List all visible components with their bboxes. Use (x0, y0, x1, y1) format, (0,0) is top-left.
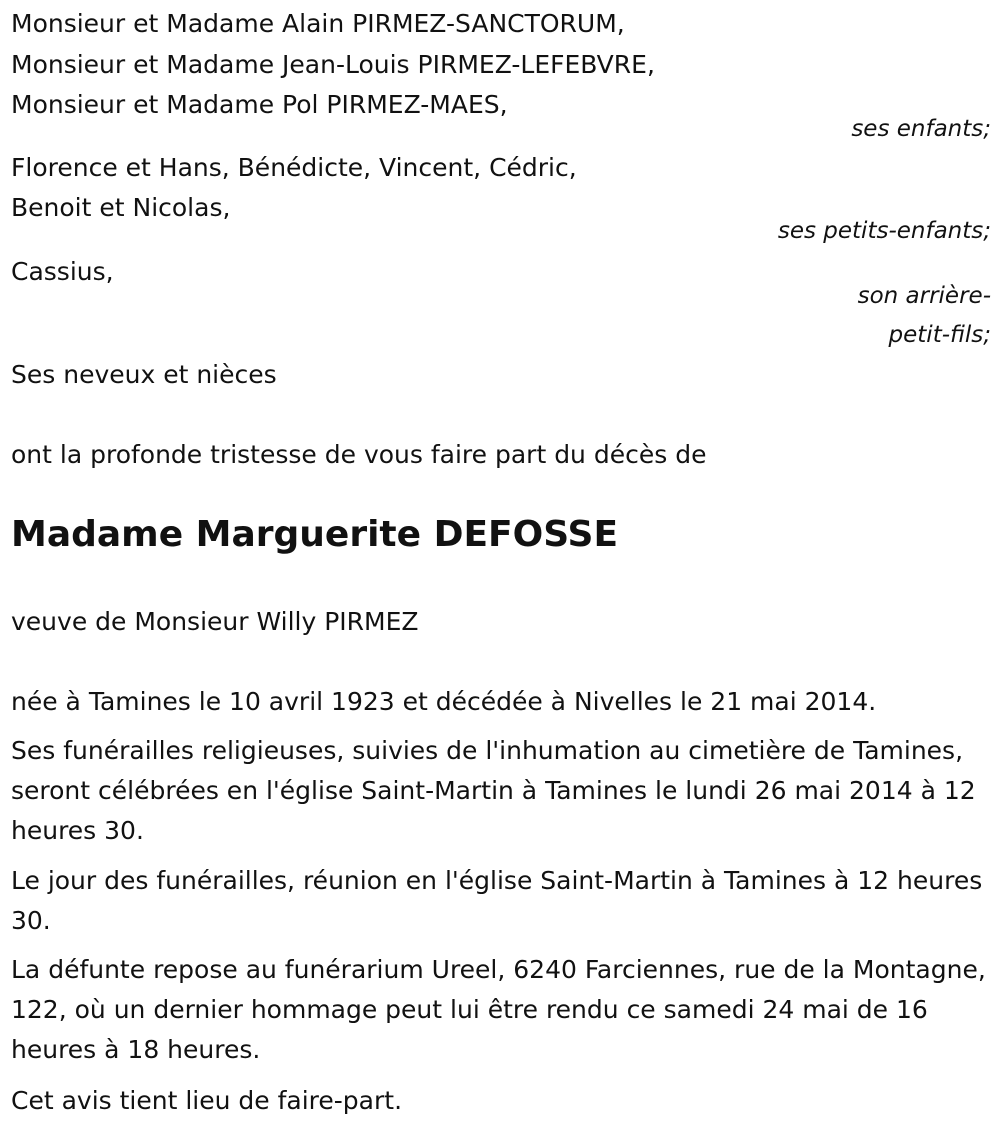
child-line-2: Monsieur et Madame Jean-Louis PIRMEZ-LEFEBVRE, (11, 50, 655, 79)
great-grandchild-role-line-2: petit-fils; (888, 322, 991, 348)
great-grandchild-line: Cassius, (11, 257, 114, 286)
grandchildren-line-1: Florence et Hans, Bénédicte, Vincent, Cédric, (11, 153, 577, 182)
obituary-notice (11, 0, 991, 1135)
widow-of-line: veuve de Monsieur Willy PIRMEZ (11, 607, 419, 636)
great-grandchild-role-line-1: son arrière- (857, 283, 991, 309)
announcement-line: ont la profonde tristesse de vous faire part du décès de (11, 440, 707, 469)
notice-paragraph: Cet avis tient lieu de faire-part. (11, 1086, 403, 1115)
meeting-paragraph: Le jour des funérailles, réunion en l'église Saint-Martin à Tamines à 12 heures 30. (11, 866, 983, 935)
birth-death-line: née à Tamines le 10 avril 1923 et décédée à Nivelles le 21 mai 2014. (11, 687, 877, 716)
rest-paragraph: La défunte repose au funérarium Ureel, 6240 Farciennes, rue de la Montagne, 122, où un dernier hommage peut lui être rendu ce samedi 24 mai de 16 heures à 18 heures. (11, 955, 986, 1064)
funeral-paragraph: Ses funérailles religieuses, suivies de l'inhumation au cimetière de Tamines, seront célébrées en l'église Saint-Martin à Tamines le lundi 26 mai 2014 à 12 heures 30. (11, 736, 976, 845)
deceased-name: Madame Marguerite DEFOSSE (11, 514, 619, 555)
nephews-line: Ses neveux et nièces (11, 360, 277, 389)
grandchildren-role: ses petits-enfants; (777, 218, 991, 244)
child-line-3: Monsieur et Madame Pol PIRMEZ-MAES, (11, 90, 508, 119)
children-role: ses enfants; (851, 116, 991, 142)
child-line-1: Monsieur et Madame Alain PIRMEZ-SANCTORUM, (11, 9, 625, 38)
grandchildren-line-2: Benoit et Nicolas, (11, 193, 231, 222)
